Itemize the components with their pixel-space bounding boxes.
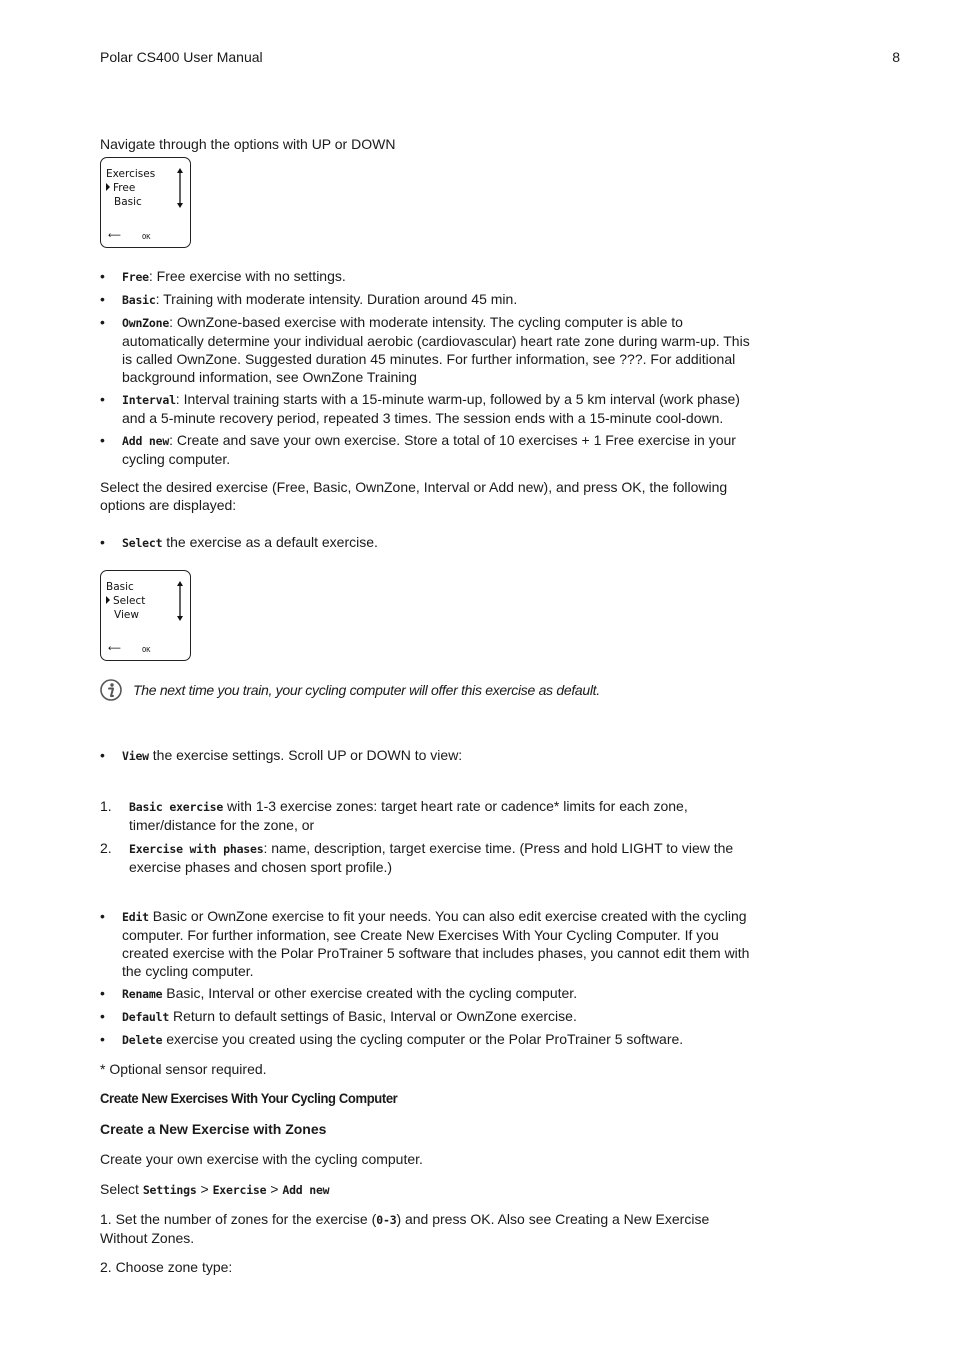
edit-options-list: [100, 907, 760, 1053]
scroll-updown-icon: [176, 581, 184, 621]
lcd-selected-item: Free: [106, 181, 135, 195]
intro-text: Navigate through the options with UP or DOWN: [100, 136, 396, 152]
back-arrow-icon: ⟵: [108, 644, 121, 654]
lcd-item: Basic: [114, 196, 142, 208]
selection-arrow-icon: [106, 183, 110, 191]
list-item: • OwnZone: OwnZone-based exercise with moderate intensity. The cycling computer is able to automatically determine your individual aerobic (cardiovascular) heart rate zone during warm-up. This is called OwnZone. Suggested duration 45 minutes. For further information, see ???. For additional background information, see OwnZone Training: [100, 313, 760, 386]
selection-arrow-icon: [106, 596, 110, 604]
list-item: • Default Return to default settings of Basic, Interval or OwnZone exercise.: [100, 1007, 760, 1026]
note-text: The next time you train, your cycling computer will offer this exercise as default.: [133, 682, 600, 698]
footnote: * Optional sensor required.: [100, 1061, 267, 1077]
select-paragraph: Select the desired exercise (Free, Basic, OwnZone, Interval or Add new), and press OK, the following options are displayed:: [100, 479, 728, 513]
create-paragraph: Create your own exercise with the cycling computer.: [100, 1151, 423, 1167]
lcd-selected-item: Select: [106, 594, 145, 608]
back-arrow-icon: ⟵: [108, 231, 121, 241]
document-title: Polar CS400 User Manual: [100, 49, 263, 65]
info-icon: [100, 679, 122, 701]
ok-label: OK: [142, 233, 151, 241]
menu-path: Select Settings > Exercise > Add new: [100, 1181, 330, 1197]
lcd-title: Basic: [106, 581, 134, 593]
view-numbered-list: [100, 797, 760, 881]
step-2: 2. Choose zone type:: [100, 1259, 233, 1275]
step-1: 1. Set the number of zones for the exercise (0-3) and press OK. Also see Creating a New Exercise Without Zones.: [100, 1211, 710, 1246]
lcd-basic-menu: [100, 570, 191, 661]
page-number: 8: [892, 49, 900, 65]
list-item: • Edit Basic or OwnZone exercise to fit your needs. You can also edit exercise created with the cycling computer. For further information, see Create New Exercises With Your Cycling Computer. If you created exercise with the Polar ProTrainer 5 software that includes phases, you cannot edit them with the cycling computer.: [100, 907, 760, 980]
exercise-types-list: [100, 267, 760, 472]
list-item: 2. Exercise with phases: name, description, target exercise time. (Press and hold LIGHT to view the exercise phases and chosen sport profile.): [100, 840, 734, 875]
select-option-list: [100, 533, 760, 556]
lcd-exercises-menu: [100, 157, 191, 248]
section-heading: Create New Exercises With Your Cycling Computer: [100, 1090, 398, 1106]
scroll-updown-icon: [176, 168, 184, 208]
list-item: • Select the exercise as a default exercise.: [100, 533, 760, 552]
lcd-title: Exercises: [106, 168, 156, 180]
view-option-list: [100, 746, 760, 769]
list-item: • View the exercise settings. Scroll UP or DOWN to view:: [100, 746, 760, 765]
list-item: 1. Basic exercise with 1-3 exercise zones: target heart rate or cadence* limits for each zone, timer/distance for the zone, or: [100, 798, 688, 833]
list-item: • Rename Basic, Interval or other exercise created with the cycling computer.: [100, 984, 760, 1003]
list-item: • Add new: Create and save your own exercise. Store a total of 10 exercises + 1 Free exercise in your cycling computer.: [100, 431, 760, 468]
list-item: • Free: Free exercise with no settings.: [100, 267, 760, 286]
list-item: • Basic: Training with moderate intensity. Duration around 45 min.: [100, 290, 760, 309]
lcd-item: View: [114, 609, 139, 621]
list-item: • Delete exercise you created using the cycling computer or the Polar ProTrainer 5 software.: [100, 1030, 760, 1049]
subsection-heading: Create a New Exercise with Zones: [100, 1121, 327, 1137]
ok-label: OK: [142, 646, 151, 654]
list-item: • Interval: Interval training starts with a 15-minute warm-up, followed by a 5 km interval (work phase) and a 5-minute recovery period, repeated 3 times. The session ends with a 15-minute cool-down.: [100, 390, 760, 427]
